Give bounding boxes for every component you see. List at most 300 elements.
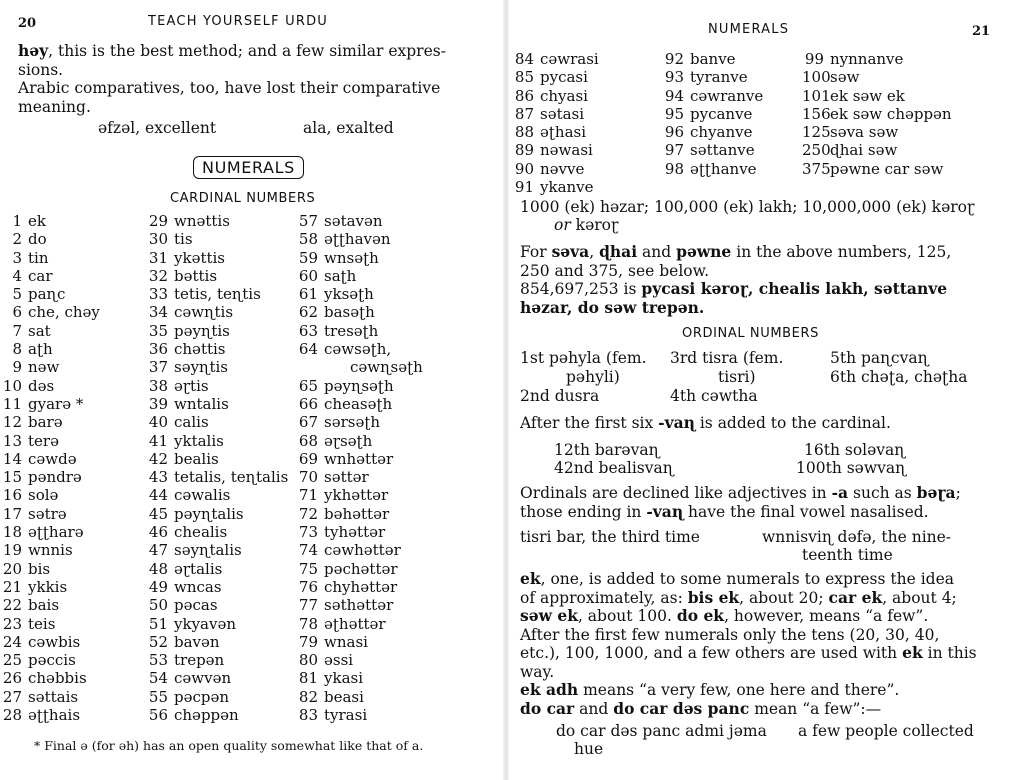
text-run: do ek <box>676 606 725 625</box>
numeral-digit: 4 <box>12 266 22 285</box>
numeral-row <box>146 505 288 523</box>
numeral-word: sat <box>28 321 51 340</box>
numeral-word: chyanve <box>690 123 753 142</box>
text-run: etc.), 100, 1000, and a few others are used with <box>520 644 903 662</box>
numeral-row <box>0 596 100 614</box>
text-line <box>520 262 951 281</box>
numeral-digit: 95 <box>664 104 684 123</box>
numeral-word: pəyɳtis <box>174 321 230 340</box>
numeral-word: pəchəttər <box>324 559 398 578</box>
numeral-digit: 85 <box>514 68 534 87</box>
numeral-word: əɽsəʈh <box>324 431 373 450</box>
numeral-word: ek səw ek <box>830 86 905 105</box>
numeral-word: wntalis <box>174 394 229 413</box>
example-wnnisvin-2: teenth time <box>802 546 893 564</box>
numeral-row <box>296 285 423 303</box>
numeral-word: yktalis <box>174 431 224 450</box>
numeral-row <box>296 230 423 248</box>
numeral-word: barə <box>28 413 63 432</box>
text-run: bəɽa <box>916 483 956 502</box>
numeral-row <box>146 651 288 669</box>
numeral-word: cəwalis <box>174 486 231 505</box>
numeral-digit: 86 <box>514 86 534 105</box>
cardinal-column-6 <box>802 50 952 178</box>
numeral-word: pəcas <box>174 596 218 615</box>
numeral-digit: 17 <box>2 504 22 523</box>
numeral-digit: 84 <box>514 50 534 68</box>
numeral-row <box>0 486 100 504</box>
numeral-row <box>0 688 100 706</box>
numeral-digit: 8 <box>12 340 22 359</box>
numeral-word: tresəʈh <box>324 321 379 340</box>
ordinal-100th: 100th səwvaɳ <box>796 459 906 477</box>
page-gutter <box>503 0 509 780</box>
numeral-word: gyarə * <box>28 394 84 413</box>
numeral-word: əʈʈhanve <box>690 159 757 178</box>
page-number-left: 20 <box>18 16 37 31</box>
numeral-digit: 68 <box>298 431 318 450</box>
numeral-digit: 24 <box>2 632 22 651</box>
numeral-word: pəyɳtalis <box>174 504 244 523</box>
numeral-row <box>512 123 599 141</box>
numeral-row <box>0 413 100 431</box>
numeral-word: beasi <box>324 687 364 706</box>
numeral-row <box>662 68 763 86</box>
text-run: Arabic comparatives, too, have lost their comparative <box>18 79 441 97</box>
text-line <box>520 700 977 719</box>
numeral-row <box>512 141 599 159</box>
text-line <box>520 243 951 262</box>
numeral-digit: 62 <box>298 303 318 322</box>
text-line <box>520 484 961 503</box>
numeral-row <box>512 87 599 105</box>
numeral-digit: 23 <box>2 614 22 633</box>
numeral-row <box>296 303 423 321</box>
text-run: -a <box>831 483 849 502</box>
numeral-digit: 32 <box>148 266 168 285</box>
numeral-row <box>296 633 423 651</box>
numeral-row <box>146 340 288 358</box>
numeral-word: bəttis <box>174 266 218 285</box>
numeral-digit: 25 <box>2 651 22 670</box>
text-line <box>18 42 446 61</box>
numeral-row <box>296 267 423 285</box>
numeral-word: əssi <box>324 651 354 670</box>
numeral-row <box>512 68 599 86</box>
numeral-row <box>512 178 599 196</box>
numeral-word: chəbbis <box>28 669 87 688</box>
numeral-row <box>662 50 763 68</box>
numeral-row <box>512 160 599 178</box>
ordinal-3rd-fem: tisri) <box>718 368 756 386</box>
numeral-row <box>296 322 423 340</box>
text-run: those ending in <box>520 502 647 521</box>
numeral-row <box>146 688 288 706</box>
cardinal-column-1 <box>0 212 100 724</box>
footnote: * Final ə (for əh) has an open quality somewhat like that of a. <box>34 738 424 753</box>
numeral-row <box>296 596 423 614</box>
numeral-digit: 3 <box>12 248 22 267</box>
numeral-word: pycasi <box>540 68 588 87</box>
numeral-digit: 250 <box>802 141 831 160</box>
numeral-row <box>296 669 423 687</box>
numeral-word: ek səw chəppən <box>830 104 952 123</box>
numeral-word: chyasi <box>540 86 588 105</box>
numeral-word: səthəttər <box>324 596 394 615</box>
numeral-word: səttanve <box>690 141 755 160</box>
numeral-word: aʈh <box>28 340 53 359</box>
numeral-row <box>0 267 100 285</box>
numeral-word: bavən <box>174 632 220 651</box>
numeral-row <box>146 303 288 321</box>
or-word: or <box>554 216 571 234</box>
paragraph-declined <box>520 484 961 521</box>
numeral-digit: 93 <box>664 68 684 87</box>
text-run: -vaɳ <box>646 501 684 521</box>
numeral-digit: 51 <box>148 614 168 633</box>
numeral-word: cəwbis <box>28 632 81 651</box>
numeral-row <box>0 432 100 450</box>
numeral-row <box>0 706 100 724</box>
numeral-row <box>0 340 100 358</box>
text-line <box>520 570 977 589</box>
numeral-row <box>662 87 763 105</box>
numeral-word: tyrasi <box>324 706 368 725</box>
numeral-digit: 15 <box>2 468 22 487</box>
numeral-digit: 7 <box>12 321 22 340</box>
numeral-word: əʈʈharə <box>28 523 84 542</box>
numeral-row <box>0 450 100 468</box>
numeral-digit: 31 <box>148 248 168 267</box>
numeral-word: tyhəttər <box>324 523 386 542</box>
numeral-word: banve <box>690 50 736 68</box>
numeral-row <box>802 50 952 68</box>
numeral-word: səttais <box>28 687 79 706</box>
numeral-digit: 375 <box>802 159 831 178</box>
numeral-word: tetis, teɳtis <box>174 285 261 304</box>
text-line <box>520 681 977 700</box>
numeral-row <box>146 230 288 248</box>
ordinal-5th: 5th paɳcvaɳ <box>830 349 929 367</box>
numeral-digit: 79 <box>298 632 318 651</box>
numeral-row <box>146 249 288 267</box>
numeral-digit: 18 <box>2 523 22 542</box>
numeral-digit: 80 <box>298 651 318 670</box>
text-run: ɖhai <box>599 242 638 261</box>
numeral-row <box>296 340 423 358</box>
numeral-word: cəwranve <box>690 86 764 105</box>
subsection-cardinal: CARDINAL NUMBERS <box>170 191 316 206</box>
numeral-digit: 46 <box>148 523 168 542</box>
numeral-row <box>146 468 288 486</box>
numeral-row <box>296 413 423 431</box>
numeral-row <box>296 486 423 504</box>
text-run: After the first few numerals only the tens (20, 30, 40, <box>520 625 940 644</box>
numeral-word: terə <box>28 431 59 450</box>
numeral-digit: 88 <box>514 123 534 142</box>
numeral-word: cəwɳtis <box>174 303 234 322</box>
numeral-row <box>662 141 763 159</box>
ordinal-3rd: 3rd tisra (fem. <box>670 349 784 367</box>
numeral-row <box>0 395 100 413</box>
numeral-digit: 1 <box>12 212 22 230</box>
numeral-digit: 14 <box>2 449 22 468</box>
paragraph-ek <box>520 570 977 718</box>
numeral-row <box>146 267 288 285</box>
numeral-word: dəs <box>28 376 55 395</box>
text-line <box>520 607 977 626</box>
numeral-word: ek <box>28 212 46 230</box>
section-title-numerals: NUMERALS <box>193 156 304 179</box>
numeral-row <box>802 68 952 86</box>
numeral-word: pəwne car səw <box>830 159 944 178</box>
numeral-word: cəwsəʈh, <box>324 340 392 359</box>
numeral-digit: 97 <box>664 141 684 160</box>
numeral-row <box>146 596 288 614</box>
ordinal-42nd: 42nd bealisvaɳ <box>554 459 674 477</box>
numeral-word: chealis <box>174 523 228 542</box>
numeral-digit: 82 <box>298 687 318 706</box>
numeral-digit: 28 <box>2 706 22 725</box>
numeral-word: ykhəttər <box>324 486 389 505</box>
numeral-digit: 61 <box>298 285 318 304</box>
numeral-row <box>0 541 100 559</box>
numeral-word: cəwdə <box>28 449 77 468</box>
numeral-digit: 66 <box>298 394 318 413</box>
final-example-urdu: do car dəs panc admi jəma <box>556 722 767 740</box>
text-run: After the first six <box>520 414 659 432</box>
numeral-word: chəppən <box>174 706 239 725</box>
numeral-digit: 81 <box>298 669 318 688</box>
text-line <box>18 79 446 98</box>
text-run: and <box>637 243 677 261</box>
numeral-word: əʈhasi <box>540 123 587 142</box>
text-run: pəwne <box>676 242 732 261</box>
text-run: , about 100. <box>577 607 677 625</box>
numeral-row <box>146 706 288 724</box>
numeral-word: bais <box>28 596 60 615</box>
numeral-digit: 72 <box>298 504 318 523</box>
final-example-urdu-2: hue <box>574 740 604 758</box>
numeral-row <box>296 541 423 559</box>
numeral-row <box>146 669 288 687</box>
ordinal-1st-fem: pəhyli) <box>566 368 620 386</box>
numeral-digit: 34 <box>148 303 168 322</box>
ordinal-12th: 12th barəvaɳ <box>554 441 660 459</box>
numeral-row <box>146 285 288 303</box>
numeral-word: səttər <box>324 468 369 487</box>
numeral-digit: 73 <box>298 523 318 542</box>
numeral-digit: 44 <box>148 486 168 505</box>
numeral-row <box>0 505 100 523</box>
numeral-word: wnasi <box>324 632 368 651</box>
numeral-digit: 2 <box>12 230 22 249</box>
numeral-row <box>0 377 100 395</box>
numeral-digit: 39 <box>148 394 168 413</box>
numeral-word: tyranve <box>690 68 748 87</box>
numeral-word: paɳc <box>28 285 66 304</box>
numeral-row <box>146 377 288 395</box>
ordinal-16th: 16th soləvaɳ <box>804 441 906 459</box>
numeral-row <box>296 560 423 578</box>
numeral-row <box>146 486 288 504</box>
text-run: pycasi kəroɽ, chealis lakh, səttanve <box>641 279 948 298</box>
text-line <box>520 589 977 608</box>
text-run: is added to the cardinal. <box>694 414 891 432</box>
text-line <box>520 626 977 645</box>
numeral-word: wnhəttər <box>324 449 394 468</box>
example-ala: ala, exalted <box>303 119 394 137</box>
numeral-row <box>802 105 952 123</box>
text-run: in the above numbers, 125, <box>731 243 952 261</box>
numeral-digit: 58 <box>298 230 318 249</box>
right-page <box>512 0 1024 780</box>
numeral-row <box>296 468 423 486</box>
numeral-digit: 90 <box>514 159 534 178</box>
ordinal-1st: 1st pəhyla (fem. <box>520 349 647 367</box>
text-run: car ek <box>828 587 883 607</box>
numeral-word: əʈʈhavən <box>324 230 391 249</box>
running-head-right: NUMERALS <box>708 22 790 37</box>
numeral-digit: 63 <box>298 321 318 340</box>
numeral-word: sətasi <box>540 104 585 123</box>
numeral-word: səyɳtis <box>174 358 228 377</box>
numeral-digit: 40 <box>148 413 168 432</box>
numeral-row <box>662 123 763 141</box>
numeral-digit: 55 <box>148 687 168 706</box>
numeral-row <box>0 230 100 248</box>
numeral-row <box>296 249 423 267</box>
numeral-digit: 99 <box>804 50 824 68</box>
numeral-word: sərsəʈh <box>324 413 381 432</box>
text-run: , one, is added to some numerals to express the idea <box>540 570 954 588</box>
numeral-digit: 74 <box>298 541 318 560</box>
example-tisri: tisri bar, the third time <box>520 528 700 546</box>
numeral-row <box>296 395 423 413</box>
numeral-word: cəwvən <box>174 669 232 688</box>
numeral-word: wncas <box>174 577 222 596</box>
numeral-row <box>296 615 423 633</box>
numeral-row <box>146 432 288 450</box>
numeral-word: cəwhəttər <box>324 541 401 560</box>
running-head-left: TEACH YOURSELF URDU <box>148 14 329 29</box>
left-page <box>0 0 500 780</box>
numeral-row <box>146 615 288 633</box>
numeral-row <box>0 358 100 376</box>
numeral-word: solə <box>28 486 59 505</box>
numeral-word: ykyavən <box>174 614 236 633</box>
numeral-digit: 156 <box>802 104 831 123</box>
text-run: 250 and 375, see below. <box>520 261 709 280</box>
numeral-digit: 87 <box>514 104 534 123</box>
numeral-digit: 69 <box>298 449 318 468</box>
numeral-row <box>0 468 100 486</box>
ordinal-4th: 4th cəwtha <box>670 387 758 405</box>
numeral-row <box>0 651 100 669</box>
numeral-digit: 83 <box>298 706 318 725</box>
numeral-digit: 33 <box>148 285 168 304</box>
numeral-row <box>0 523 100 541</box>
text-run: way. <box>520 662 555 681</box>
numeral-row <box>146 322 288 340</box>
numeral-digit: 9 <box>12 358 22 377</box>
numeral-digit: 91 <box>514 178 534 197</box>
text-run: , <box>589 243 600 261</box>
text-run: and <box>574 699 614 718</box>
numeral-row <box>512 50 599 68</box>
numeral-digit: 38 <box>148 376 168 395</box>
numeral-row <box>146 578 288 596</box>
example-afzal: əfzəl, excellent <box>98 119 217 137</box>
numeral-word: tetalis, teɳtalis <box>174 468 289 487</box>
numeral-row <box>802 87 952 105</box>
numeral-digit: 67 <box>298 413 318 432</box>
numeral-digit: 57 <box>298 212 318 230</box>
numeral-row <box>802 141 952 159</box>
numeral-row <box>146 560 288 578</box>
numeral-row <box>296 450 423 468</box>
numeral-word: pəccis <box>28 651 76 670</box>
numeral-row <box>146 541 288 559</box>
numeral-row <box>0 322 100 340</box>
numeral-row <box>0 578 100 596</box>
numeral-word: saʈh <box>324 266 357 285</box>
numeral-row <box>146 633 288 651</box>
text-run: ek adh <box>520 680 579 699</box>
numeral-digit: 45 <box>148 504 168 523</box>
numeral-digit: 59 <box>298 248 318 267</box>
karor-word: kəroɽ <box>570 216 619 234</box>
text-run: do car <box>520 698 575 718</box>
numeral-word: basəʈh <box>324 303 375 322</box>
numeral-digit: 89 <box>514 141 534 160</box>
text-run: do car dəs panc <box>613 698 750 718</box>
numeral-word: əɽtalis <box>174 559 223 578</box>
numeral-row <box>0 633 100 651</box>
numeral-word: ykasi <box>324 669 364 688</box>
numeral-row <box>146 358 288 376</box>
numeral-digit: 26 <box>2 669 22 688</box>
text-run: , this is the best method; and a few similar expres- <box>48 42 446 60</box>
numeral-digit: 71 <box>298 486 318 505</box>
numeral-row <box>0 669 100 687</box>
numeral-digit: 92 <box>664 50 684 68</box>
text-run: səw ek <box>520 606 578 625</box>
intro-paragraph <box>18 42 446 116</box>
subsection-ordinal: ORDINAL NUMBERS <box>682 326 819 341</box>
text-run: , about 20; <box>739 588 829 607</box>
numeral-digit: 30 <box>148 230 168 249</box>
numeral-digit: 96 <box>664 123 684 142</box>
text-run: For <box>520 243 552 261</box>
ordinal-6th: 6th chəʈa, chəʈha <box>830 368 968 386</box>
numeral-row <box>0 303 100 321</box>
numeral-digit: 54 <box>148 669 168 688</box>
numeral-row <box>296 505 423 523</box>
numeral-digit: 41 <box>148 431 168 450</box>
text-run: means “a very few, one here and there”. <box>578 681 900 699</box>
numeral-word: sətavən <box>324 212 383 230</box>
numeral-row <box>296 432 423 450</box>
numeral-row <box>296 212 423 230</box>
text-run: , however, means “a few”. <box>724 607 929 625</box>
numeral-digit: 100 <box>802 68 831 87</box>
cardinal-column-3 <box>296 212 423 724</box>
numeral-row <box>146 450 288 468</box>
numeral-digit: 76 <box>298 577 318 596</box>
numeral-row <box>0 249 100 267</box>
numeral-row <box>0 560 100 578</box>
